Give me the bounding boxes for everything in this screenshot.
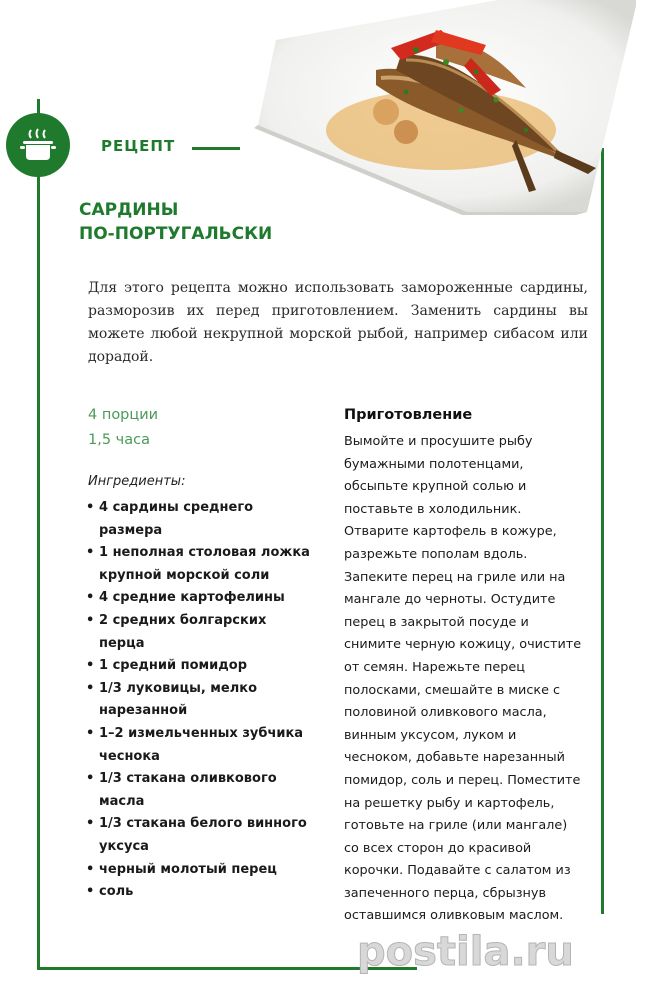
servings: 4 порции [88, 407, 159, 423]
ingredient-item: • 1–2 измельченных зубчика чеснока [86, 723, 312, 768]
ingredient-item: • 1/3 луковицы, мелко нарезанной [86, 678, 312, 723]
ingredient-item: • 1 средний помидор [86, 655, 312, 678]
watermark-logo [357, 923, 619, 979]
recipe-title-line2: ПО-ПОРТУГАЛЬСКИ [79, 224, 273, 244]
recipe-title [79, 198, 272, 246]
ingredient-item: • 4 средние картофелины [86, 587, 312, 610]
section-label: РЕЦЕПТ [101, 137, 176, 155]
ingredient-item: • 1/3 стакана белого винного уксуса [86, 813, 312, 858]
ingredient-item: • 4 сардины среднего размера [86, 497, 312, 542]
frame-left [37, 175, 40, 969]
ingredient-item: • черный молотый перец [86, 859, 312, 882]
preparation-text: Вымойте и просушите рыбу бумажными полотенцами, обсыпьте крупной солью и поставьте в холодильник. Отварите картофель в кожуре, разрежьте пополам вдоль. Запеките перец на гриле или на мангале до черноты. Остудите перец в закрытой посуде и снимите черную кожицу, очистите от семян. Нарежьте перец полосками, смешайте в миске с половиной оливкового масла, винным уксусом, луком и чесноком, добавьте нарезанный помидор, соль и перец. Поместите на решетку рыбу и картофель, готовьте на гриле (или мангале) со всех сторон до красивой корочки. Подавайте с салатом из запеченного перца, сбрызнув оставшимся оливковым маслом. [344, 434, 582, 924]
frame-header-rule [192, 147, 240, 150]
recipe-meta [88, 403, 158, 453]
watermark-text: postila.ru [357, 929, 574, 975]
recipe-badge [6, 113, 70, 177]
ingredient-item: • 1 неполная столовая ложка крупной морской соли [86, 542, 312, 587]
ingredient-item: • 1/3 стакана оливкового масла [86, 768, 312, 813]
ingredient-item: • соль [86, 881, 312, 904]
ingredient-item: • 2 средних болгарских перца [86, 610, 312, 655]
ingredients-list [86, 497, 312, 904]
preparation-title: Приготовление [344, 407, 473, 423]
ingredients-title: Ингредиенты: [88, 474, 186, 489]
intro-paragraph: Для этого рецепта можно использовать замороженные сардины, разморозив их перед приготовлением. Заменить сардины вы можете любой некрупной морской рыбой, например сибасом или дорадой. [88, 280, 588, 365]
frame-right [601, 148, 604, 914]
cooking-time: 1,5 часа [88, 432, 150, 448]
cooking-pot-icon [19, 128, 57, 162]
recipe-title-line1: САРДИНЫ [79, 200, 179, 220]
dish-photo [236, 0, 636, 215]
